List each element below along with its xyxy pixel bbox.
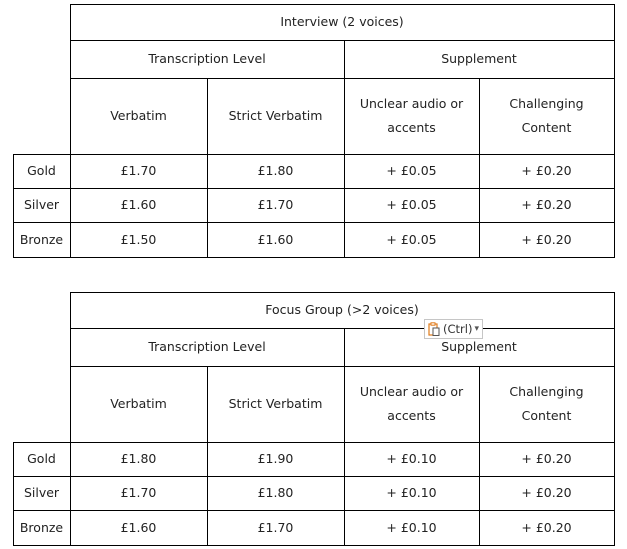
chevron-down-icon: ▾ — [474, 324, 479, 334]
grid-line — [13, 154, 14, 258]
column-header-line: Challenging — [509, 384, 584, 399]
column-header-line: Verbatim — [110, 108, 167, 123]
grid-line — [207, 78, 208, 258]
row-label — [13, 222, 70, 257]
row-label-text: Silver — [23, 485, 60, 500]
grid-line — [344, 40, 345, 258]
price-cell — [70, 442, 207, 476]
grid-line — [70, 366, 615, 367]
row-label — [13, 188, 70, 222]
price-cell — [479, 188, 614, 222]
grid-line — [614, 292, 615, 546]
price-cell-text: + £0.10 — [386, 519, 437, 535]
row-label — [13, 476, 70, 510]
price-cell-text: £1.70 — [257, 197, 294, 212]
grid-line — [70, 40, 615, 41]
grid-line — [207, 366, 208, 546]
grid-line — [479, 366, 480, 546]
price-cell-text: + £0.20 — [521, 163, 572, 178]
price-cell — [207, 154, 344, 188]
grid-line — [70, 328, 615, 329]
row-label-text: Silver — [23, 197, 60, 212]
price-cell-text: + £0.10 — [386, 485, 437, 500]
price-cell-text: £1.70 — [120, 163, 157, 178]
group-header-supplement — [344, 40, 614, 78]
group-header-transcription-level-text: Transcription Level — [148, 339, 266, 354]
price-cell — [344, 188, 479, 222]
price-cell-text: + £0.20 — [521, 231, 572, 247]
column-header-line: Unclear audio or — [359, 96, 464, 111]
grid-line — [13, 476, 615, 477]
price-cell-text: £1.80 — [257, 485, 294, 500]
price-cell-text: £1.60 — [120, 197, 157, 212]
row-label-text: Bronze — [19, 519, 64, 535]
column-header-line: Content — [521, 120, 572, 135]
column-header — [207, 78, 344, 154]
price-cell — [207, 188, 344, 222]
price-cell — [207, 510, 344, 545]
price-cell — [479, 476, 614, 510]
clipboard-paste-icon — [428, 322, 440, 336]
price-cell — [207, 476, 344, 510]
paste-options-button[interactable] — [424, 319, 483, 339]
group-header-supplement-text: Supplement — [441, 339, 517, 354]
grid-line — [13, 510, 615, 511]
price-cell — [344, 510, 479, 545]
grid-line — [13, 188, 615, 189]
column-header-line: Content — [521, 408, 572, 423]
group-header-supplement-text: Supplement — [441, 51, 517, 66]
price-cell — [479, 154, 614, 188]
column-header — [70, 78, 207, 154]
price-cell — [207, 222, 344, 257]
column-header-line: Verbatim — [110, 396, 167, 411]
price-cell — [70, 476, 207, 510]
price-cell-text: + £0.20 — [521, 197, 572, 212]
price-cell-text: £1.60 — [257, 231, 294, 247]
price-cell-text: £1.80 — [120, 451, 157, 466]
table-title — [70, 292, 614, 328]
group-header-transcription-level — [70, 328, 344, 366]
column-header — [70, 366, 207, 442]
row-label — [13, 510, 70, 545]
column-header — [479, 366, 614, 442]
row-label-text: Gold — [27, 163, 56, 178]
price-cell — [344, 154, 479, 188]
price-cell-text: £1.50 — [120, 231, 157, 247]
price-cell-text: + £0.20 — [521, 485, 572, 500]
column-header — [344, 78, 479, 154]
price-cell-text: £1.80 — [257, 163, 294, 178]
price-cell — [207, 442, 344, 476]
price-cell-text: £1.70 — [257, 519, 294, 535]
paste-options-label: (Ctrl) — [443, 322, 473, 336]
price-cell — [70, 154, 207, 188]
column-header-line: Unclear audio or — [359, 384, 464, 399]
column-header-line: Strict Verbatim — [228, 108, 323, 123]
price-cell-text: + £0.05 — [386, 163, 437, 178]
grid-line — [13, 442, 14, 546]
column-header — [479, 78, 614, 154]
grid-line — [70, 4, 615, 5]
price-cell-text: + £0.20 — [521, 519, 572, 535]
price-cell-text: + £0.20 — [521, 451, 572, 466]
column-header-line: Strict Verbatim — [228, 396, 323, 411]
price-cell — [70, 510, 207, 545]
group-header-transcription-level — [70, 40, 344, 78]
row-label — [13, 154, 70, 188]
group-header-transcription-level-text: Transcription Level — [148, 51, 266, 66]
grid-line — [344, 328, 345, 546]
grid-line — [13, 442, 615, 443]
table-title-text: Interview (2 voices) — [280, 14, 404, 29]
price-cell — [70, 222, 207, 257]
price-cell-text: £1.60 — [120, 519, 157, 535]
grid-line — [70, 78, 615, 79]
price-cell — [344, 476, 479, 510]
price-cell — [344, 222, 479, 257]
column-header-line: Challenging — [509, 96, 584, 111]
column-header — [207, 366, 344, 442]
grid-line — [70, 292, 615, 293]
row-label — [13, 442, 70, 476]
price-cell-text: + £0.10 — [386, 451, 437, 466]
grid-line — [70, 4, 71, 258]
price-cell-text: £1.90 — [257, 451, 294, 466]
table-title — [70, 4, 614, 40]
table-title-text: Focus Group (>2 voices) — [265, 302, 419, 317]
price-cell-text: £1.70 — [120, 485, 157, 500]
column-header-line: accents — [387, 120, 436, 135]
price-cell — [479, 442, 614, 476]
column-header — [344, 366, 479, 442]
price-cell — [479, 510, 614, 545]
row-label-text: Bronze — [19, 231, 64, 247]
price-cell-text: + £0.05 — [386, 231, 437, 247]
grid-line — [13, 257, 615, 258]
price-cell — [70, 188, 207, 222]
row-label-text: Gold — [27, 451, 56, 466]
grid-line — [70, 292, 71, 546]
column-header-line: accents — [387, 408, 436, 423]
price-cell-text: + £0.05 — [386, 197, 437, 212]
price-cell — [344, 442, 479, 476]
grid-line — [13, 154, 615, 155]
price-cell — [479, 222, 614, 257]
grid-line — [479, 78, 480, 258]
grid-line — [13, 222, 615, 223]
grid-line — [614, 4, 615, 258]
grid-line — [13, 545, 615, 546]
